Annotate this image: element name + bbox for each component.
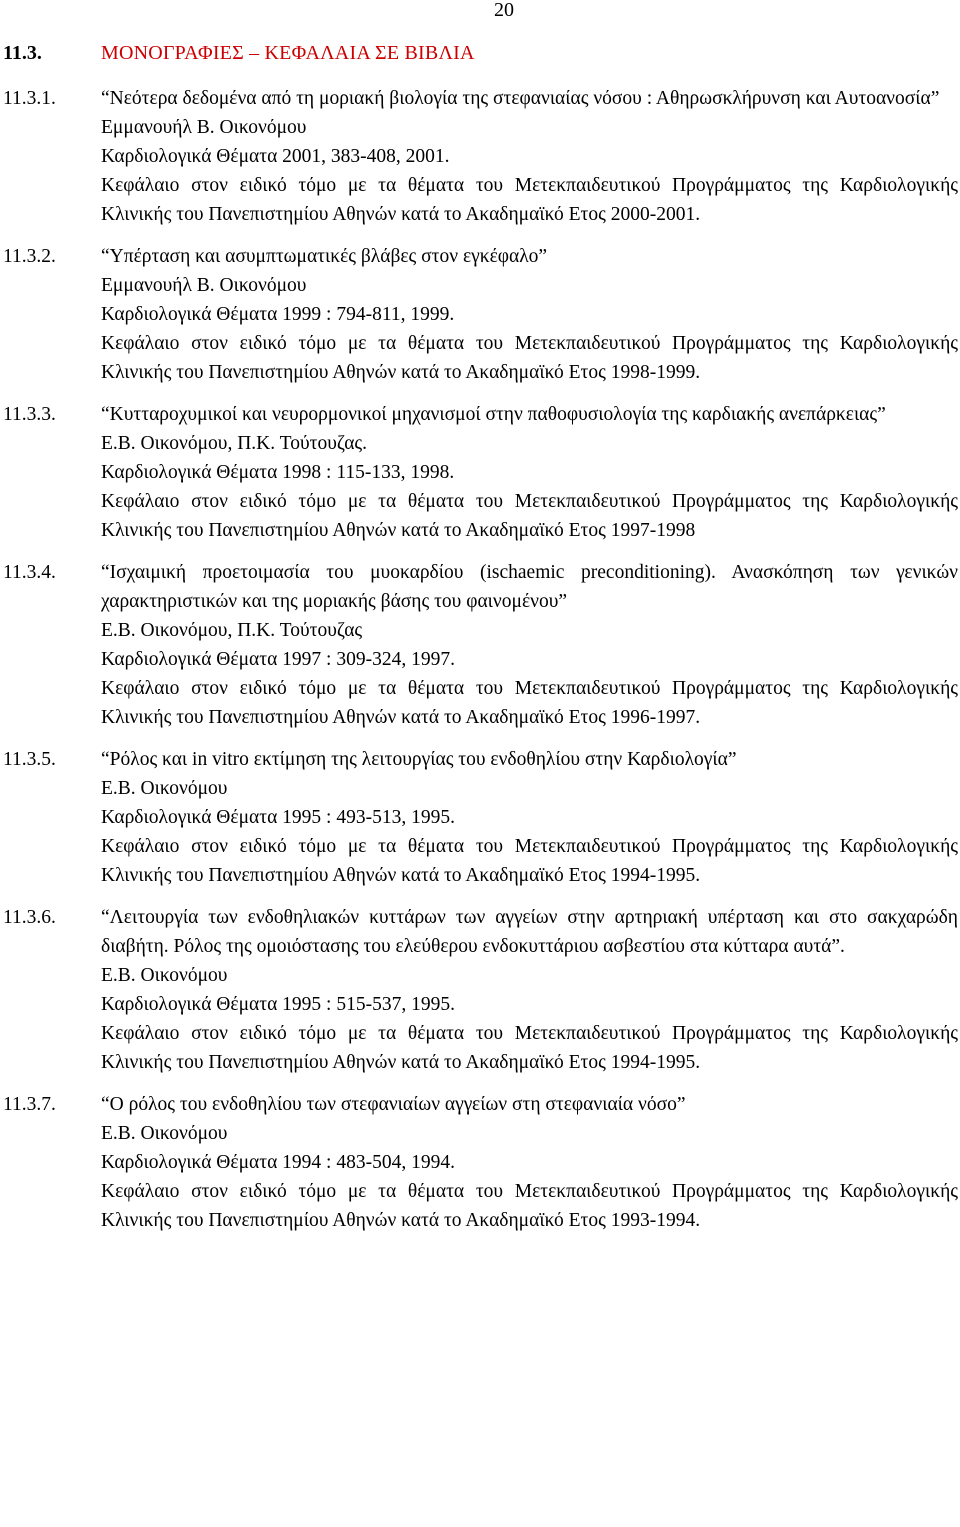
publication-entry <box>3 400 958 545</box>
entry-number: 11.3.2. <box>3 246 56 267</box>
entry-title: “Ο ρόλος του ενδοθηλίου των στεφανιαίων αγγείων στη στεφανιαία νόσο” <box>101 1094 686 1115</box>
entry-note: Κεφάλαιο στον ειδικό τόμο με τα θέματα του Μετεκπαιδευτικού Προγράμματος της Καρδιολογικής Κλινικής του Πανεπιστημίου Αθηνών κατά το Ακαδημαϊκό Ετος 1996-1997. <box>101 678 958 728</box>
entry-title: “Νεότερα δεδομένα από τη μοριακή βιολογία της στεφανιαίας νόσου : Αθηρωσκλήρυνση και Αυτοανοσία” <box>101 88 940 109</box>
entry-title: “Ρόλος και in vitro εκτίμηση της λειτουργίας του ενδοθηλίου στην Καρδιολογία” <box>101 749 737 770</box>
entry-body <box>101 1090 958 1235</box>
publication-entry <box>3 903 958 1077</box>
section-heading <box>3 41 475 65</box>
publication-entry <box>3 1090 958 1235</box>
entry-number: 11.3.7. <box>3 1094 56 1115</box>
entry-journal: Καρδιολογικά Θέματα 1994 : 483-504, 1994. <box>101 1152 455 1173</box>
entry-number: 11.3.1. <box>3 88 56 109</box>
entry-body <box>101 903 958 1077</box>
entry-authors: Ε.Β. Οικονόμου <box>101 778 228 799</box>
entry-note: Κεφάλαιο στον ειδικό τόμο με τα θέματα του Μετεκπαιδευτικού Προγράμματος της Καρδιολογικής Κλινικής του Πανεπιστημίου Αθηνών κατά το Ακαδημαϊκό Ετος 2000-2001. <box>101 175 958 225</box>
entry-body <box>101 242 958 387</box>
entry-authors: Εμμανουήλ Β. Οικονόμου <box>101 117 307 138</box>
entry-number: 11.3.4. <box>3 562 56 583</box>
entry-note: Κεφάλαιο στον ειδικό τόμο με τα θέματα του Μετεκπαιδευτικού Προγράμματος της Καρδιολογικής Κλινικής του Πανεπιστημίου Αθηνών κατά το Ακαδημαϊκό Ετος 1993-1994. <box>101 1181 958 1231</box>
entry-authors: Ε.Β. Οικονόμου <box>101 1123 228 1144</box>
entry-body <box>101 400 958 545</box>
page-number: 20 <box>494 0 514 21</box>
entry-journal: Καρδιολογικά Θέματα 1997 : 309-324, 1997. <box>101 649 455 670</box>
entry-title: “Κυτταροχυμικοί και νευρορμονικοί μηχανισμοί στην παθοφυσιολογία της καρδιακής ανεπάρκειας” <box>101 404 886 425</box>
publication-entry <box>3 745 958 890</box>
entry-title: “Ισχαιμική προετοιμασία του μυοκαρδίου (ischaemic preconditioning). Ανασκόπηση των γενικών χαρακτηριστικών και της μοριακής βάσης του φαινομένου” <box>101 562 958 612</box>
entry-body <box>101 745 958 890</box>
publication-entry <box>3 84 958 229</box>
entry-body <box>101 84 958 229</box>
entry-number: 11.3.3. <box>3 404 56 425</box>
entry-note: Κεφάλαιο στον ειδικό τόμο με τα θέματα του Μετεκπαιδευτικού Προγράμματος της Καρδιολογικής Κλινικής του Πανεπιστημίου Αθηνών κατά το Ακαδημαϊκό Ετος 1997-1998 <box>101 491 958 541</box>
entry-authors: Ε.Β. Οικονόμου, Π.Κ. Τούτουζας <box>101 620 363 641</box>
entry-journal: Καρδιολογικά Θέματα 1995 : 493-513, 1995. <box>101 807 455 828</box>
publication-entry <box>3 242 958 387</box>
entry-authors: Ε.Β. Οικονόμου, Π.Κ. Τούτουζας. <box>101 433 368 454</box>
entry-journal: Καρδιολογικά Θέματα 2001, 383-408, 2001. <box>101 146 450 167</box>
section-number: 11.3. <box>3 42 42 64</box>
entry-number: 11.3.5. <box>3 749 56 770</box>
entry-number: 11.3.6. <box>3 907 56 928</box>
entry-note: Κεφάλαιο στον ειδικό τόμο με τα θέματα του Μετεκπαιδευτικού Προγράμματος της Καρδιολογικής Κλινικής του Πανεπιστημίου Αθηνών κατά το Ακαδημαϊκό Ετος 1994-1995. <box>101 1023 958 1073</box>
publication-entry <box>3 558 958 732</box>
entry-journal: Καρδιολογικά Θέματα 1995 : 515-537, 1995. <box>101 994 455 1015</box>
entry-title: “Λειτουργία των ενδοθηλιακών κυττάρων των αγγείων στην αρτηριακή υπέρταση και στο σακχαρώδη διαβήτη. Ρόλος της ομοιόστασης του ελεύθερου ενδοκυττάριου ασβεστίου στα κύτταρα αυτά”. <box>101 907 958 957</box>
entry-authors: Εμμανουήλ Β. Οικονόμου <box>101 275 307 296</box>
publication-list <box>3 84 958 1248</box>
section-title: ΜΟΝΟΓΡΑΦΙΕΣ – ΚΕΦΑΛΑΙΑ ΣΕ ΒΙΒΛΙΑ <box>101 42 475 64</box>
entry-note: Κεφάλαιο στον ειδικό τόμο με τα θέματα του Μετεκπαιδευτικού Προγράμματος της Καρδιολογικής Κλινικής του Πανεπιστημίου Αθηνών κατά το Ακαδημαϊκό Ετος 1998-1999. <box>101 333 958 383</box>
entry-note: Κεφάλαιο στον ειδικό τόμο με τα θέματα του Μετεκπαιδευτικού Προγράμματος της Καρδιολογικής Κλινικής του Πανεπιστημίου Αθηνών κατά το Ακαδημαϊκό Ετος 1994-1995. <box>101 836 958 886</box>
entry-body <box>101 558 958 732</box>
entry-authors: Ε.Β. Οικονόμου <box>101 965 228 986</box>
entry-journal: Καρδιολογικά Θέματα 1998 : 115-133, 1998. <box>101 462 455 483</box>
entry-journal: Καρδιολογικά Θέματα 1999 : 794-811, 1999. <box>101 304 455 325</box>
entry-title: “Υπέρταση και ασυμπτωματικές βλάβες στον εγκέφαλο” <box>101 246 548 267</box>
